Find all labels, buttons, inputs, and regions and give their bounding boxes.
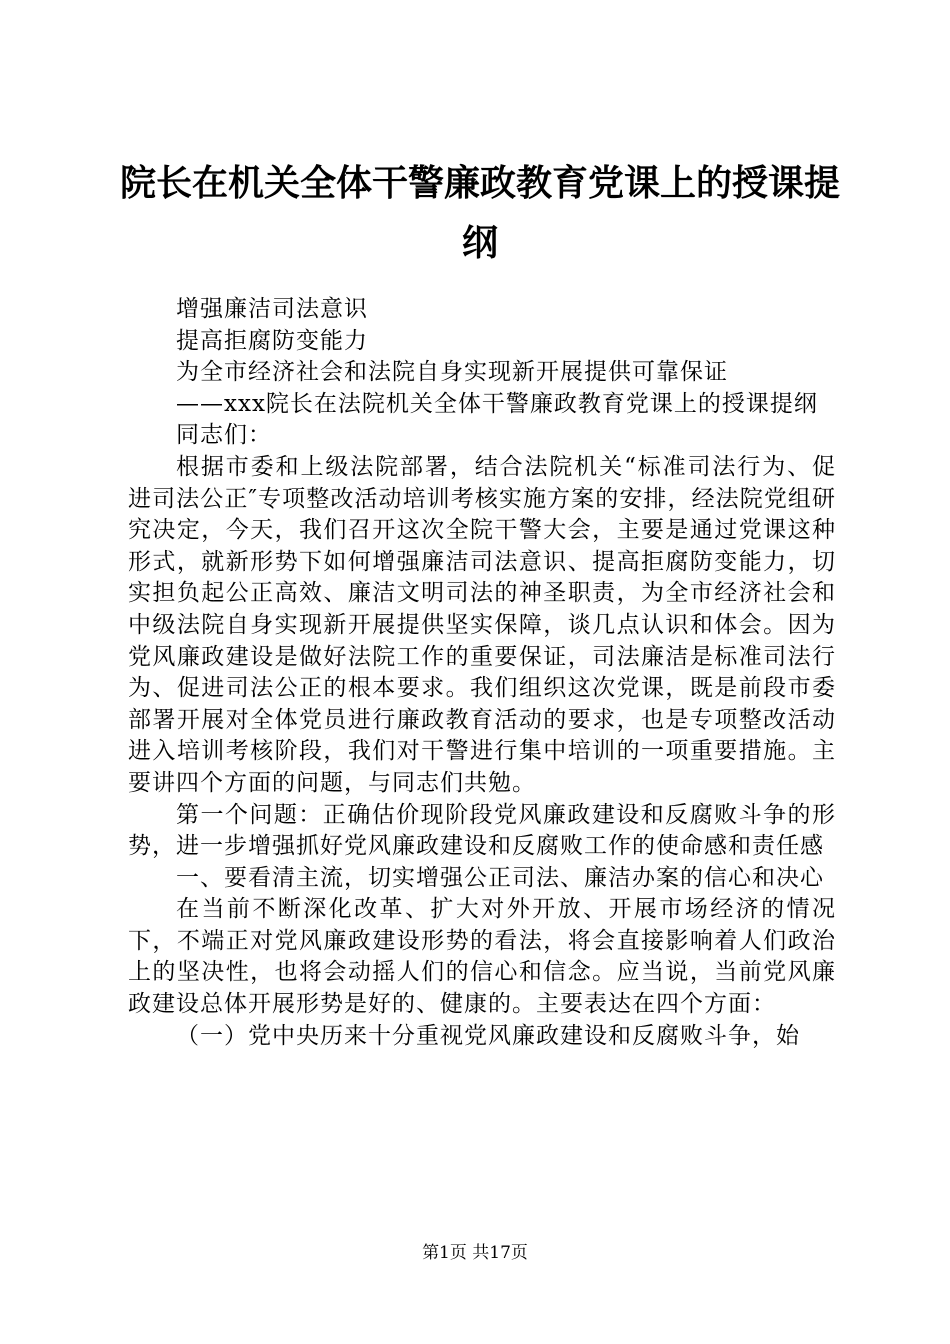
subtitle-line: 增强廉洁司法意识 [176,296,368,322]
body-paragraph: 在当前不断深化改革、扩大对外开放、开展市场经济的情况下，不端正对党风廉政建设形势的看法，将会直接影响着人们政治上的坚决性，也将会动摇人们的信心和信念。应当说，当前党风廉政建设总体开展形势是好的、健康的。主要表达在四个方面： [128,896,836,1018]
page-number-footer: 第1页 共17页 [422,1243,528,1263]
body-paragraph: 根据市委和上级法院部署，结合法院机关“标准司法行为、促进司法公正″专项整改活动培训考核实施方案的安排，经法院党组研究决定，今天，我们召开这次全院干警大会，主要是通过党课这种形式，就新形势下如何增强廉洁司法意识、提高拒腐防变能力，切实担负起公正高效、廉洁文明司法的神圣职责，为全市经济社会和中级法院自身实现新开展提供坚实保障，谈几点认识和体会。因为党风廉政建设是做好法院工作的重要保证，司法廉洁是标准司法行为、促进司法公正的根本要求。我们组织这次党课，既是前段市委部署开展对全体党员进行廉政教育活动的要求，也是专项整改活动进入培训考核阶段，我们对干警进行集中培训的一项重要措施。主要讲四个方面的问题，与同志们共勉。 [128,453,836,796]
subtitle-line: 提高拒腐防变能力 [176,327,368,354]
section-heading: 第一个问题：正确估价现阶段党风廉政建设和反腐败斗争的形势，进一步增强抓好党风廉政建设和反腐败工作的使命感和责任感 [128,801,836,860]
salutation: 同志们： [176,422,272,449]
subsection-heading: 一、要看清主流，切实增强公正司法、廉洁办案的信心和决心 [176,864,824,891]
subtitle-line: 为全市经济社会和法院自身实现新开展提供可靠保证 [176,359,728,386]
document-body [128,294,836,1052]
byline: ——xxx院长在法院机关全体干警廉政教育党课上的授课提纲 [176,390,818,417]
body-paragraph: （一）党中央历来十分重视党风廉政建设和反腐败斗争，始 [176,1022,800,1049]
document-title-line-2: 纲 [461,222,498,264]
document-title-line-1: 院长在机关全体干警廉政教育党课上的授课提 [119,162,840,204]
